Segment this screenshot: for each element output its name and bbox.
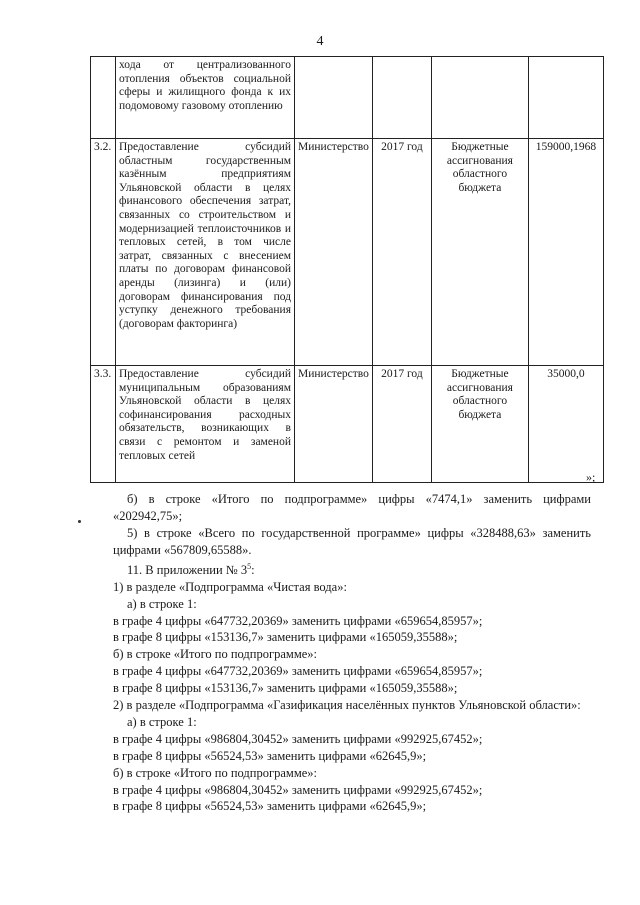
table-row <box>91 366 604 483</box>
table-row <box>91 57 604 139</box>
paragraph-text: 11. В приложении № 3 <box>127 562 248 577</box>
row-executor: Министерство <box>295 366 373 483</box>
paragraph: а) в строке 1: <box>127 714 197 729</box>
row-sum: 159000,1968 <box>528 139 603 366</box>
row-source: Бюджетные ассигнования областного бюджета <box>431 366 528 483</box>
document-body <box>113 491 591 815</box>
paragraph: 2) в разделе «Подпрограмма «Газификация населённых пунктов Ульяновской области»: <box>113 698 581 713</box>
page-number: 4 <box>316 34 324 49</box>
paragraph: а) в строке 1: <box>127 596 197 611</box>
paragraph: в графе 8 цифры «56524,53» заменить цифрами «62645,9»; <box>113 799 427 814</box>
row-number <box>91 57 116 139</box>
row-year: 2017 год <box>372 366 431 483</box>
table-row <box>91 139 604 366</box>
paragraph: в графе 8 цифры «153136,7» заменить цифрами «165059,35588»; <box>113 630 458 645</box>
paragraph: б) в строке «Итого по подпрограмме» цифры «7474,1» заменить цифрами «202942,75»; <box>113 492 591 523</box>
row-year <box>372 57 431 139</box>
paragraph: 5) в строке «Всего по государственной программе» цифры «328488,63» заменить цифрами «567809,65588». <box>113 525 591 557</box>
margin-dot <box>78 520 81 523</box>
row-source: Бюджетные ассигнования областного бюджета <box>431 139 528 366</box>
paragraph: в графе 8 цифры «153136,7» заменить цифрами «165059,35588»; <box>113 681 458 696</box>
paragraph: б) в строке «Итого по подпрограмме»: <box>113 647 317 662</box>
row-name: хода от централизованного отопления объектов социальной сферы и жилищного фонда к их подомовому газовому отоплению <box>116 57 295 139</box>
paragraph: в графе 4 цифры «986804,30452» заменить цифрами «992925,67452»; <box>113 782 483 797</box>
paragraph: в графе 4 цифры «647732,20369» заменить цифрами «659654,85957»; <box>113 613 483 628</box>
row-source <box>431 57 528 139</box>
paragraph-text: : <box>251 562 255 577</box>
row-sum <box>528 57 603 139</box>
row-name: Предоставление субсидий областным государственным казённым предприятиям Ульяновской области в целях финансового обеспечения затрат, связанных со строительством и модернизацией теплоисточников и тепловых сетей, в том числе затрат, связанных с внесением платы по договорам финансовой аренды (лизинга) и (или) договорам финансирования под уступку денежного требования (договорам факторинга) <box>116 139 295 366</box>
row-number: 3.3. <box>91 366 116 483</box>
table-closing-mark: »; <box>586 470 596 484</box>
row-year: 2017 год <box>372 139 431 366</box>
program-table <box>90 56 604 483</box>
paragraph <box>113 559 591 579</box>
row-executor <box>295 57 373 139</box>
paragraph: в графе 8 цифры «56524,53» заменить цифрами «62645,9»; <box>113 748 427 763</box>
row-name: Предоставление субсидий муниципальным образованиям Ульяновской области в целях софинансирования расходных обязательств, возникающих в связи с ремонтом и заменой тепловых сетей <box>116 366 295 483</box>
paragraph: б) в строке «Итого по подпрограмме»: <box>113 765 317 780</box>
paragraph: в графе 4 цифры «647732,20369» заменить цифрами «659654,85957»; <box>113 664 483 679</box>
row-sum: 35000,0 <box>528 366 603 483</box>
row-number: 3.2. <box>91 139 116 366</box>
row-executor: Министерство <box>295 139 373 366</box>
paragraph: в графе 4 цифры «986804,30452» заменить цифрами «992925,67452»; <box>113 731 483 746</box>
superscript: 5 <box>247 561 252 571</box>
paragraph: 1) в разделе «Подпрограмма «Чистая вода»: <box>113 579 347 594</box>
